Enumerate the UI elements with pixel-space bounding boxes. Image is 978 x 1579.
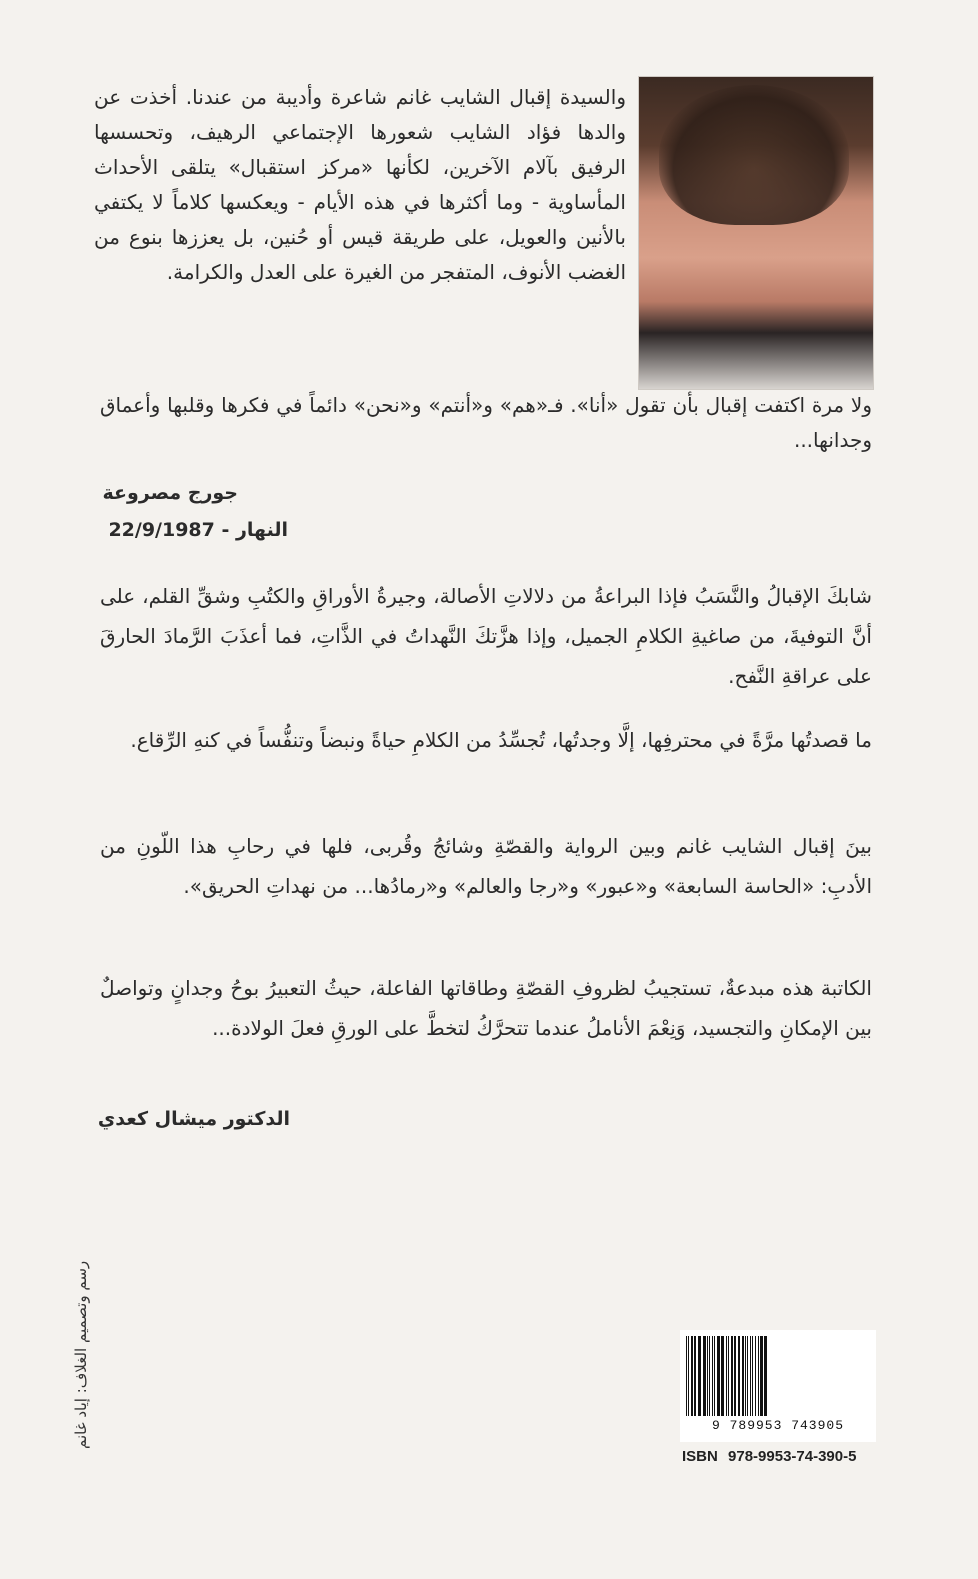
barcode bbox=[680, 1330, 876, 1442]
barcode-bar bbox=[709, 1336, 710, 1416]
barcode-bar bbox=[726, 1336, 727, 1416]
barcode-bar bbox=[728, 1336, 729, 1416]
barcode-bar bbox=[747, 1336, 748, 1416]
review1-source: النهار - 22/9/1987 bbox=[108, 519, 288, 541]
barcode-bar bbox=[758, 1336, 759, 1416]
isbn-label: ISBN bbox=[682, 1448, 718, 1465]
review2-paragraph1: شابكَ الإقبالُ والنَّسَبُ فإذا البراعةُ من دلالاتِ الأصالة، وجيرةُ الأوراقِ والكتُبِ وشقِّ القلم، على أنَّ التوفيةَ، من صاغيةِ الكلامِ الجميل، وإذا هزَّتكَ النَّهداتُ في الذَّاتِ، فما أعذَبَ الرَّمادَ الحارقَ على عراقةِ النَّفح. bbox=[100, 584, 872, 688]
barcode-bar bbox=[712, 1336, 713, 1416]
barcode-bars bbox=[684, 1336, 872, 1416]
author-portrait-photo bbox=[638, 76, 874, 390]
cover-design-credit: رسم وتصميم الغلاف: إياد غانم bbox=[72, 1260, 90, 1450]
review1-author: جورج مصروعة bbox=[102, 482, 238, 504]
review2-paragraph2: ما قصدتُها مرَّةً في محترفِها، إلَّا وجدتُها، تُجسِّدُ من الكلامِ حياةً ونبضاً وتنفُّساً في كنهِ الرِّقاع. bbox=[130, 728, 872, 752]
review2-paragraph4: الكاتبة هذه مبدعةٌ، تستجيبُ لظروفِ القصّةِ وطاقاتها الفاعلة، حيثُ التعبيرُ بوحُ وجدانٍ وتواصلٌ بين الإمكانِ والتجسيد، وَنِعْمَ الأناملُ عندما تتحرَّكُ لتخطَّ على الورقِ فعلَ الولادة... bbox=[100, 976, 872, 1040]
barcode-bar bbox=[694, 1336, 696, 1416]
barcode-bar bbox=[750, 1336, 751, 1416]
review2-author: الدكتور ميشال كعدي bbox=[97, 1108, 290, 1130]
barcode-bar bbox=[745, 1336, 746, 1416]
barcode-bar bbox=[686, 1336, 687, 1416]
barcode-bar bbox=[691, 1336, 693, 1416]
review1-paragraph1: والسيدة إقبال الشايب غانم شاعرة وأديبة من عندنا. أخذت عن والدها فؤاد الشايب شعورها الإجتماعي الرهيف، وتحسسها الرفيق بآلام الآخرين، لكأنها «مركز استقبال» يتلقى الأحداث المأساوية - وما أكثرها في هذه الأيام - ويعكسها كلاماً لا يكتفي بالأنين والعويل، على طريقة قيس أو حُنين، بل يعززها بنوع من الغضب الأنوف، المتفجر من الغيرة على العدل والكرامة. bbox=[94, 85, 626, 284]
barcode-bar bbox=[755, 1336, 756, 1416]
barcode-bar bbox=[688, 1336, 689, 1416]
barcode-bar bbox=[703, 1336, 706, 1416]
barcode-digits: 9 789953 743905 bbox=[711, 1418, 845, 1433]
barcode-bar bbox=[707, 1336, 708, 1416]
barcode-bar bbox=[752, 1336, 753, 1416]
barcode-bar bbox=[721, 1336, 724, 1416]
isbn-number: 978-9953-74-390-5 bbox=[728, 1448, 857, 1465]
barcode-bar bbox=[738, 1336, 740, 1416]
review2-paragraph3: بينَ إقبال الشايب غانم وبين الرواية والقصّةِ وشائجُ وقُربى، فلها في رحابِ هذا اللّونِ من الأدبِ: «الحاسة السابعة» و«عبور» و«رجا والعالم» و«رمادُها... من نهداتِ الحريق». bbox=[100, 834, 872, 898]
barcode-bar bbox=[714, 1336, 715, 1416]
barcode-bar bbox=[698, 1336, 701, 1416]
barcode-bar bbox=[717, 1336, 720, 1416]
barcode-bar bbox=[764, 1336, 767, 1416]
barcode-bar bbox=[760, 1336, 763, 1416]
barcode-bar bbox=[742, 1336, 744, 1416]
review1-paragraph2: ولا مرة اكتفت إقبال بأن تقول «أنا». فـ«هم» و«أنتم» و«نحن» دائماً في فكرها وقلبها وأعماق وجدانها... bbox=[100, 393, 872, 452]
barcode-bar bbox=[731, 1336, 733, 1416]
barcode-bar bbox=[734, 1336, 736, 1416]
isbn-line bbox=[682, 1448, 878, 1465]
